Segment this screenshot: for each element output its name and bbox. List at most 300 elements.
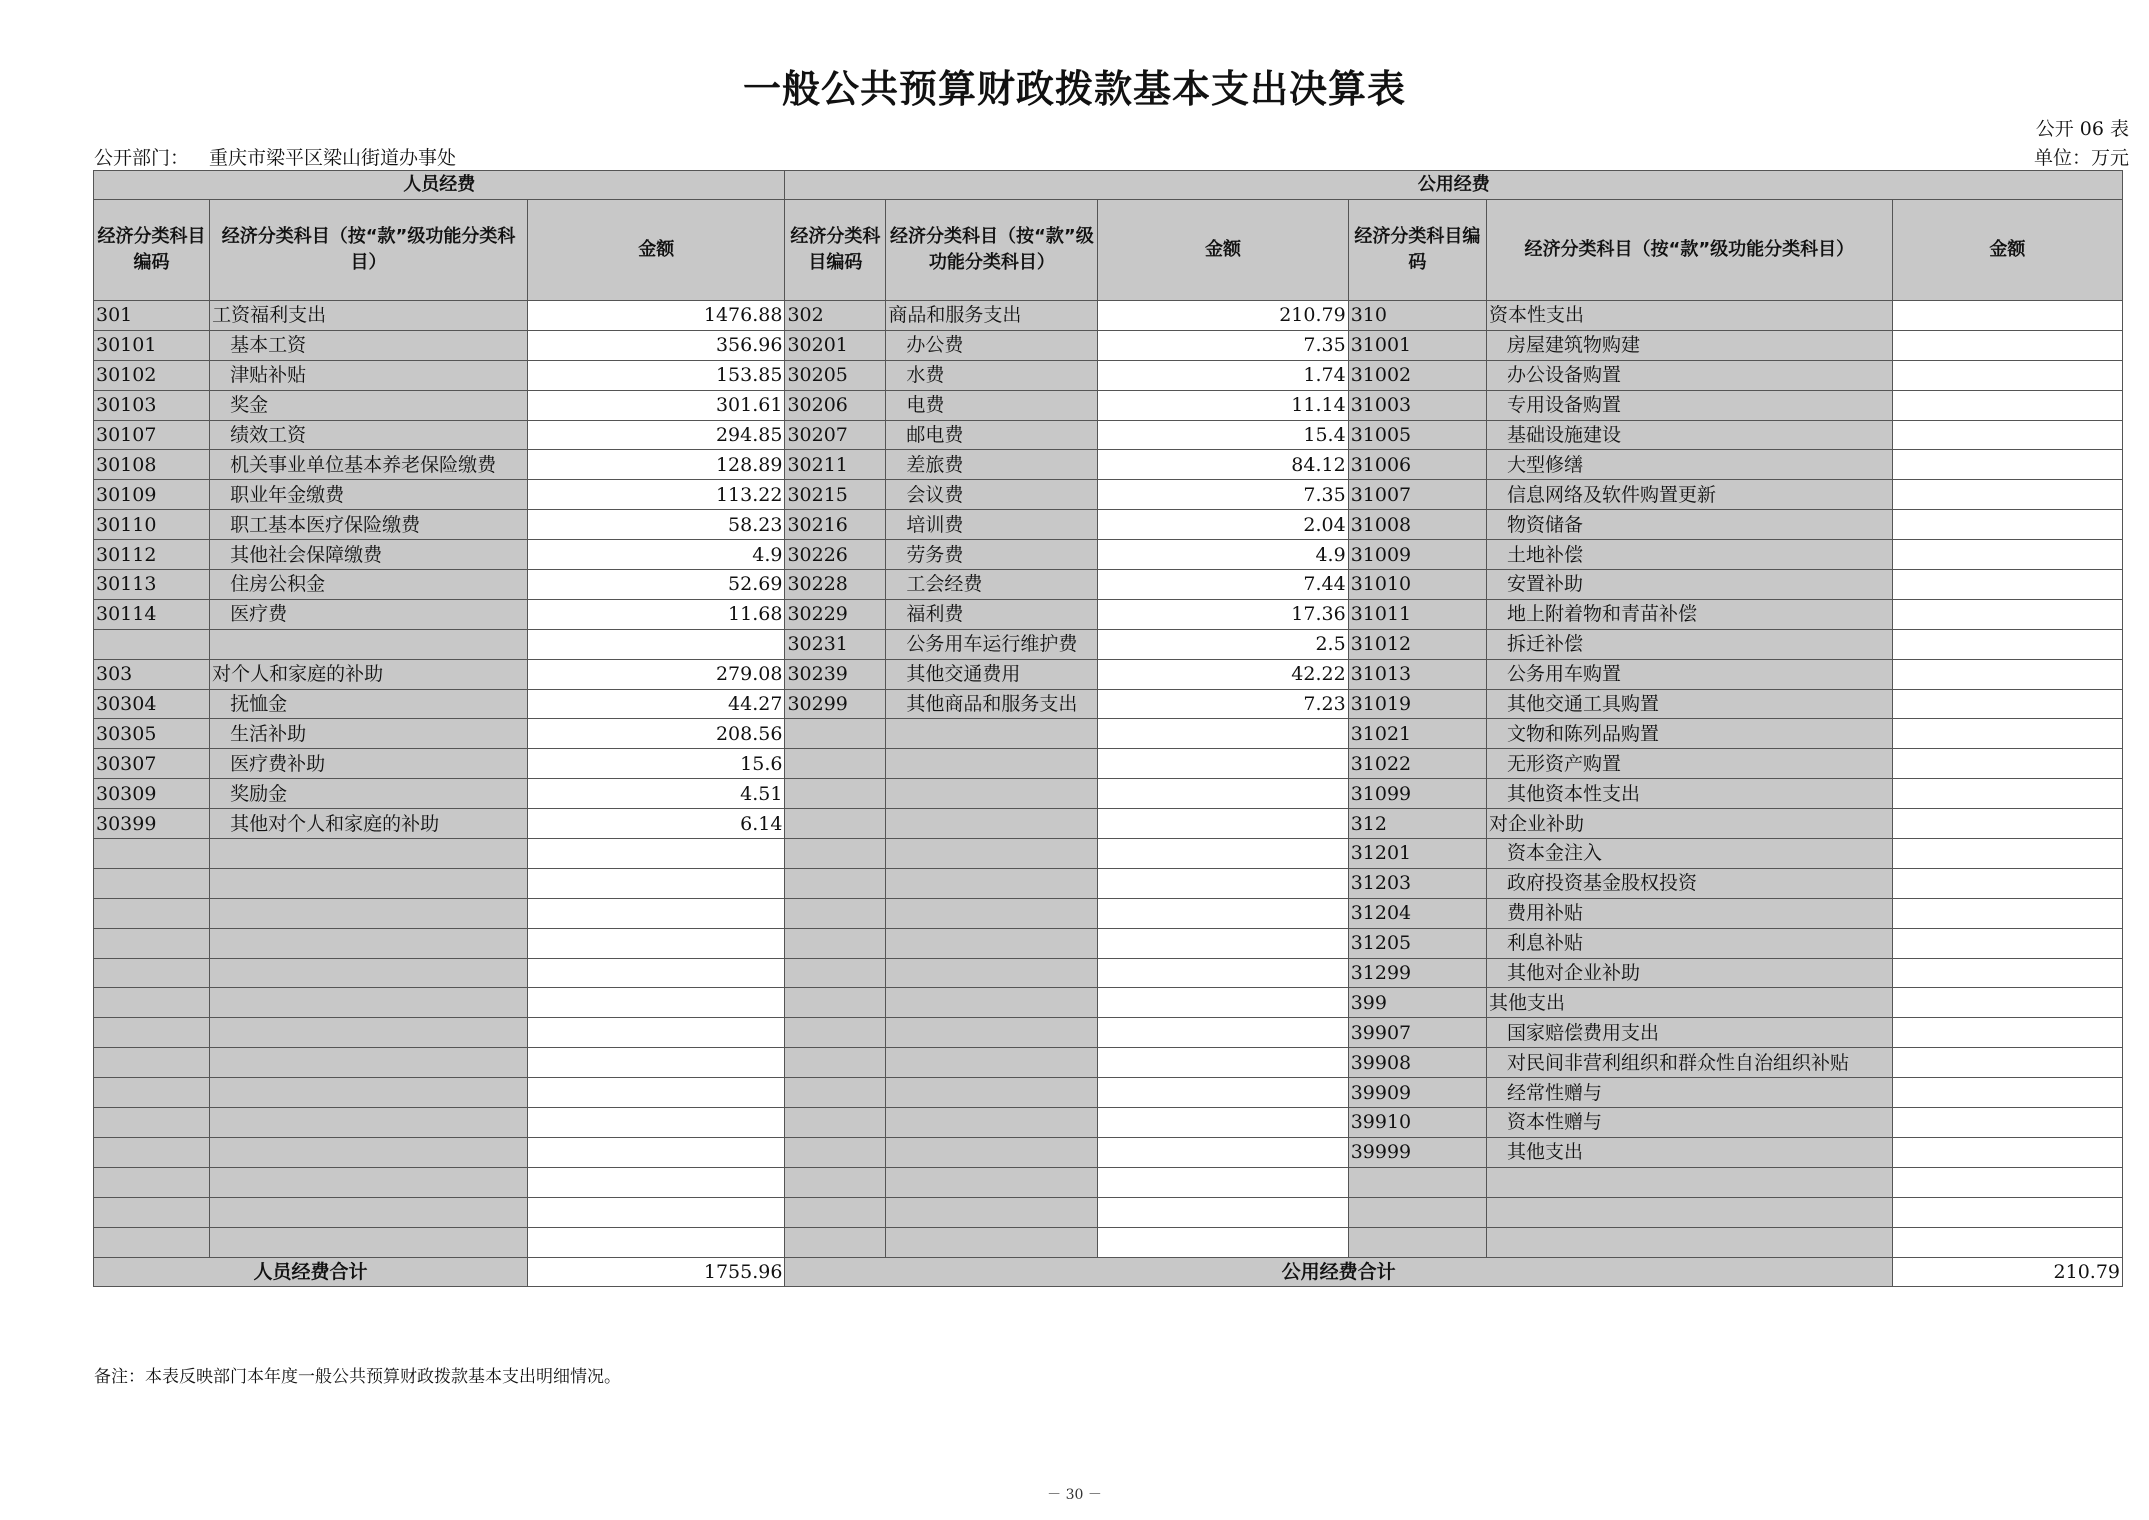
code-goods-cell: 30201 bbox=[785, 330, 886, 360]
amount-goods-cell bbox=[1098, 719, 1348, 749]
code-goods-cell bbox=[785, 988, 886, 1018]
name-public-cell: 其他交通工具购置 bbox=[1486, 689, 1892, 719]
amount-personnel-cell: 58.23 bbox=[528, 510, 785, 540]
name-public-cell: 文物和陈列品购置 bbox=[1486, 719, 1892, 749]
name-public-cell: 无形资产购置 bbox=[1486, 749, 1892, 779]
code-goods-cell bbox=[785, 898, 886, 928]
department-label: 公开部门： bbox=[94, 147, 190, 169]
amount-personnel-cell: 52.69 bbox=[528, 570, 785, 600]
amount-public-cell bbox=[1892, 779, 2122, 809]
code-personnel-cell: 30107 bbox=[94, 420, 210, 450]
code-personnel-cell bbox=[94, 629, 210, 659]
name-public-cell: 对企业补助 bbox=[1486, 809, 1892, 839]
name-personnel-cell: 工资福利支出 bbox=[210, 301, 528, 331]
name-goods-cell bbox=[886, 1018, 1098, 1048]
amount-public-cell bbox=[1892, 599, 2122, 629]
name-public-cell: 专用设备购置 bbox=[1486, 390, 1892, 420]
name-personnel-cell bbox=[210, 629, 528, 659]
code-public-cell: 31201 bbox=[1348, 839, 1486, 869]
amount-personnel-cell bbox=[528, 988, 785, 1018]
code-personnel-cell: 30399 bbox=[94, 809, 210, 839]
code-public-cell: 31204 bbox=[1348, 898, 1486, 928]
code-public-cell: 39909 bbox=[1348, 1078, 1486, 1108]
name-personnel-cell bbox=[210, 1197, 528, 1227]
code-personnel-cell bbox=[94, 839, 210, 869]
name-goods-cell bbox=[886, 1197, 1098, 1227]
name-public-cell bbox=[1486, 1227, 1892, 1257]
code-public-cell: 31007 bbox=[1348, 480, 1486, 510]
table-row bbox=[94, 599, 2123, 629]
amount-personnel-cell: 301.61 bbox=[528, 390, 785, 420]
code-goods-cell: 30206 bbox=[785, 390, 886, 420]
amount-goods-cell: 7.35 bbox=[1098, 330, 1348, 360]
name-personnel-cell: 职业年金缴费 bbox=[210, 480, 528, 510]
name-public-cell: 地上附着物和青苗补偿 bbox=[1486, 599, 1892, 629]
amount-personnel-cell bbox=[528, 928, 785, 958]
table-row bbox=[94, 1108, 2123, 1138]
amount-personnel-cell bbox=[528, 868, 785, 898]
code-personnel-cell bbox=[94, 1197, 210, 1227]
amount-personnel-cell bbox=[528, 1078, 785, 1108]
code-goods-cell bbox=[785, 749, 886, 779]
name-public-cell: 大型修缮 bbox=[1486, 450, 1892, 480]
code-goods-cell bbox=[785, 958, 886, 988]
header-code-3: 经济分类科目编码 bbox=[1348, 200, 1486, 301]
code-public-cell: 31012 bbox=[1348, 629, 1486, 659]
name-personnel-cell bbox=[210, 1137, 528, 1167]
amount-personnel-cell: 279.08 bbox=[528, 659, 785, 689]
amount-personnel-cell: 208.56 bbox=[528, 719, 785, 749]
name-personnel-cell bbox=[210, 1078, 528, 1108]
code-public-cell: 31008 bbox=[1348, 510, 1486, 540]
code-public-cell: 31003 bbox=[1348, 390, 1486, 420]
code-personnel-cell: 30109 bbox=[94, 480, 210, 510]
name-public-cell: 房屋建筑物购建 bbox=[1486, 330, 1892, 360]
amount-goods-cell: 84.12 bbox=[1098, 450, 1348, 480]
amount-public-cell bbox=[1892, 1137, 2122, 1167]
code-public-cell: 31013 bbox=[1348, 659, 1486, 689]
amount-public-cell bbox=[1892, 809, 2122, 839]
table-row bbox=[94, 330, 2123, 360]
amount-goods-cell: 17.36 bbox=[1098, 599, 1348, 629]
name-public-cell: 安置补助 bbox=[1486, 570, 1892, 600]
code-personnel-cell bbox=[94, 1078, 210, 1108]
amount-goods-cell bbox=[1098, 958, 1348, 988]
name-goods-cell bbox=[886, 779, 1098, 809]
name-public-cell: 办公设备购置 bbox=[1486, 360, 1892, 390]
name-public-cell: 费用补贴 bbox=[1486, 898, 1892, 928]
code-public-cell: 39999 bbox=[1348, 1137, 1486, 1167]
name-goods-cell bbox=[886, 958, 1098, 988]
code-goods-cell bbox=[785, 1048, 886, 1078]
table-row bbox=[94, 1197, 2123, 1227]
amount-public-cell bbox=[1892, 510, 2122, 540]
table-row bbox=[94, 689, 2123, 719]
name-goods-cell bbox=[886, 1137, 1098, 1167]
name-public-cell: 资本金注入 bbox=[1486, 839, 1892, 869]
code-public-cell: 31005 bbox=[1348, 420, 1486, 450]
table-row bbox=[94, 1137, 2123, 1167]
name-personnel-cell: 基本工资 bbox=[210, 330, 528, 360]
name-goods-cell bbox=[886, 1167, 1098, 1197]
name-public-cell: 其他支出 bbox=[1486, 1137, 1892, 1167]
amount-personnel-cell: 4.9 bbox=[528, 540, 785, 570]
table-row bbox=[94, 868, 2123, 898]
name-goods-cell: 劳务费 bbox=[886, 540, 1098, 570]
header-name-3: 经济分类科目（按“款”级功能分类科目） bbox=[1486, 200, 1892, 301]
amount-public-cell bbox=[1892, 570, 2122, 600]
amount-goods-cell: 7.35 bbox=[1098, 480, 1348, 510]
name-goods-cell bbox=[886, 928, 1098, 958]
name-personnel-cell: 绩效工资 bbox=[210, 420, 528, 450]
table-row bbox=[94, 480, 2123, 510]
table-row bbox=[94, 749, 2123, 779]
amount-public-cell bbox=[1892, 1048, 2122, 1078]
name-personnel-cell: 津贴补贴 bbox=[210, 360, 528, 390]
name-public-cell bbox=[1486, 1197, 1892, 1227]
code-personnel-cell bbox=[94, 1018, 210, 1048]
amount-public-cell bbox=[1892, 1197, 2122, 1227]
name-public-cell: 公务用车购置 bbox=[1486, 659, 1892, 689]
personnel-total-label: 人员经费合计 bbox=[94, 1257, 528, 1287]
amount-goods-cell bbox=[1098, 988, 1348, 1018]
name-goods-cell: 商品和服务支出 bbox=[886, 301, 1098, 331]
amount-public-cell bbox=[1892, 1018, 2122, 1048]
amount-goods-cell bbox=[1098, 749, 1348, 779]
table-row bbox=[94, 301, 2123, 331]
form-number: 公开 06 表 bbox=[2035, 118, 2129, 140]
code-public-cell: 31002 bbox=[1348, 360, 1486, 390]
header-name-1: 经济分类科目（按“款”级功能分类科目） bbox=[210, 200, 528, 301]
code-personnel-cell bbox=[94, 928, 210, 958]
name-personnel-cell: 对个人和家庭的补助 bbox=[210, 659, 528, 689]
amount-goods-cell: 2.5 bbox=[1098, 629, 1348, 659]
code-goods-cell: 30229 bbox=[785, 599, 886, 629]
department-name: 重庆市梁平区梁山街道办事处 bbox=[209, 147, 457, 169]
header-public: 公用经费 bbox=[785, 171, 2123, 200]
name-public-cell: 土地补偿 bbox=[1486, 540, 1892, 570]
code-personnel-cell bbox=[94, 1167, 210, 1197]
header-code-2: 经济分类科目编码 bbox=[785, 200, 886, 301]
amount-public-cell bbox=[1892, 689, 2122, 719]
amount-goods-cell: 11.14 bbox=[1098, 390, 1348, 420]
name-personnel-cell: 生活补助 bbox=[210, 719, 528, 749]
name-goods-cell: 工会经费 bbox=[886, 570, 1098, 600]
name-personnel-cell bbox=[210, 839, 528, 869]
amount-goods-cell bbox=[1098, 868, 1348, 898]
amount-public-cell bbox=[1892, 958, 2122, 988]
amount-public-cell bbox=[1892, 1227, 2122, 1257]
unit-label: 单位：万元 bbox=[2033, 147, 2129, 169]
name-goods-cell bbox=[886, 809, 1098, 839]
table-row bbox=[94, 898, 2123, 928]
name-goods-cell bbox=[886, 1227, 1098, 1257]
name-personnel-cell bbox=[210, 1108, 528, 1138]
code-goods-cell: 30207 bbox=[785, 420, 886, 450]
name-public-cell: 其他资本性支出 bbox=[1486, 779, 1892, 809]
code-goods-cell bbox=[785, 868, 886, 898]
code-goods-cell: 30216 bbox=[785, 510, 886, 540]
table-body bbox=[94, 171, 2123, 1287]
amount-personnel-cell: 294.85 bbox=[528, 420, 785, 450]
table-row bbox=[94, 1078, 2123, 1108]
code-personnel-cell: 30112 bbox=[94, 540, 210, 570]
header-personnel: 人员经费 bbox=[94, 171, 785, 200]
footnote: 备注：本表反映部门本年度一般公共预算财政拨款基本支出明细情况。 bbox=[94, 1367, 621, 1387]
code-personnel-cell bbox=[94, 1137, 210, 1167]
amount-public-cell bbox=[1892, 420, 2122, 450]
code-goods-cell bbox=[785, 1167, 886, 1197]
amount-personnel-cell: 15.6 bbox=[528, 749, 785, 779]
table-row bbox=[94, 1227, 2123, 1257]
code-goods-cell bbox=[785, 1227, 886, 1257]
name-goods-cell: 其他商品和服务支出 bbox=[886, 689, 1098, 719]
amount-personnel-cell bbox=[528, 1048, 785, 1078]
table-row bbox=[94, 659, 2123, 689]
amount-public-cell bbox=[1892, 988, 2122, 1018]
table-row bbox=[94, 629, 2123, 659]
code-personnel-cell: 30110 bbox=[94, 510, 210, 540]
code-goods-cell bbox=[785, 1197, 886, 1227]
name-public-cell: 基础设施建设 bbox=[1486, 420, 1892, 450]
name-personnel-cell: 奖金 bbox=[210, 390, 528, 420]
code-public-cell: 31021 bbox=[1348, 719, 1486, 749]
amount-personnel-cell: 128.89 bbox=[528, 450, 785, 480]
public-total-value: 210.79 bbox=[1892, 1257, 2122, 1287]
amount-public-cell bbox=[1892, 629, 2122, 659]
amount-public-cell bbox=[1892, 390, 2122, 420]
table-row bbox=[94, 719, 2123, 749]
name-personnel-cell: 机关事业单位基本养老保险缴费 bbox=[210, 450, 528, 480]
amount-public-cell bbox=[1892, 540, 2122, 570]
amount-public-cell bbox=[1892, 480, 2122, 510]
amount-personnel-cell bbox=[528, 1227, 785, 1257]
name-personnel-cell bbox=[210, 898, 528, 928]
header-column-row bbox=[94, 200, 2123, 301]
name-public-cell bbox=[1486, 1167, 1892, 1197]
amount-public-cell bbox=[1892, 330, 2122, 360]
amount-personnel-cell bbox=[528, 629, 785, 659]
code-public-cell bbox=[1348, 1227, 1486, 1257]
code-personnel-cell: 30114 bbox=[94, 599, 210, 629]
code-goods-cell: 30228 bbox=[785, 570, 886, 600]
name-personnel-cell bbox=[210, 1018, 528, 1048]
amount-personnel-cell bbox=[528, 1018, 785, 1048]
code-personnel-cell: 30309 bbox=[94, 779, 210, 809]
table-row bbox=[94, 540, 2123, 570]
code-public-cell: 31022 bbox=[1348, 749, 1486, 779]
amount-goods-cell bbox=[1098, 898, 1348, 928]
code-personnel-cell: 30113 bbox=[94, 570, 210, 600]
amount-public-cell bbox=[1892, 1108, 2122, 1138]
name-public-cell: 拆迁补偿 bbox=[1486, 629, 1892, 659]
code-personnel-cell: 30307 bbox=[94, 749, 210, 779]
code-goods-cell bbox=[785, 1108, 886, 1138]
amount-personnel-cell: 1476.88 bbox=[528, 301, 785, 331]
code-goods-cell bbox=[785, 1137, 886, 1167]
page-number: － 30 － bbox=[1047, 1487, 1102, 1503]
name-personnel-cell bbox=[210, 928, 528, 958]
code-personnel-cell bbox=[94, 1048, 210, 1078]
name-public-cell: 经常性赠与 bbox=[1486, 1078, 1892, 1108]
amount-public-cell bbox=[1892, 1167, 2122, 1197]
amount-goods-cell bbox=[1098, 779, 1348, 809]
code-personnel-cell bbox=[94, 988, 210, 1018]
amount-personnel-cell bbox=[528, 1108, 785, 1138]
table-row bbox=[94, 1048, 2123, 1078]
name-goods-cell: 差旅费 bbox=[886, 450, 1098, 480]
name-public-cell: 政府投资基金股权投资 bbox=[1486, 868, 1892, 898]
table-row bbox=[94, 420, 2123, 450]
code-personnel-cell: 301 bbox=[94, 301, 210, 331]
amount-goods-cell bbox=[1098, 1197, 1348, 1227]
code-goods-cell bbox=[785, 839, 886, 869]
amount-personnel-cell: 11.68 bbox=[528, 599, 785, 629]
amount-goods-cell bbox=[1098, 839, 1348, 869]
table-row bbox=[94, 928, 2123, 958]
name-goods-cell bbox=[886, 1048, 1098, 1078]
totals-row bbox=[94, 1257, 2123, 1287]
name-goods-cell bbox=[886, 1078, 1098, 1108]
code-public-cell: 31010 bbox=[1348, 570, 1486, 600]
code-personnel-cell bbox=[94, 958, 210, 988]
amount-public-cell bbox=[1892, 360, 2122, 390]
table-row bbox=[94, 839, 2123, 869]
amount-goods-cell bbox=[1098, 1078, 1348, 1108]
name-goods-cell: 福利费 bbox=[886, 599, 1098, 629]
code-public-cell: 31019 bbox=[1348, 689, 1486, 719]
name-personnel-cell: 抚恤金 bbox=[210, 689, 528, 719]
personnel-total-value: 1755.96 bbox=[528, 1257, 785, 1287]
code-personnel-cell: 30108 bbox=[94, 450, 210, 480]
code-public-cell: 39908 bbox=[1348, 1048, 1486, 1078]
code-goods-cell bbox=[785, 809, 886, 839]
code-personnel-cell bbox=[94, 1108, 210, 1138]
name-goods-cell: 培训费 bbox=[886, 510, 1098, 540]
name-public-cell: 对民间非营利组织和群众性自治组织补贴 bbox=[1486, 1048, 1892, 1078]
amount-personnel-cell bbox=[528, 898, 785, 928]
table-row bbox=[94, 809, 2123, 839]
code-public-cell: 31203 bbox=[1348, 868, 1486, 898]
name-public-cell: 信息网络及软件购置更新 bbox=[1486, 480, 1892, 510]
name-public-cell: 物资储备 bbox=[1486, 510, 1892, 540]
amount-personnel-cell bbox=[528, 1137, 785, 1167]
code-goods-cell bbox=[785, 1078, 886, 1108]
name-personnel-cell bbox=[210, 988, 528, 1018]
amount-goods-cell bbox=[1098, 1048, 1348, 1078]
department-line bbox=[94, 143, 456, 170]
amount-goods-cell: 7.23 bbox=[1098, 689, 1348, 719]
code-public-cell: 31205 bbox=[1348, 928, 1486, 958]
name-personnel-cell bbox=[210, 1048, 528, 1078]
header-amount-3: 金额 bbox=[1892, 200, 2122, 301]
expenditure-table bbox=[93, 170, 2123, 1287]
amount-personnel-cell bbox=[528, 1197, 785, 1227]
table-row bbox=[94, 1018, 2123, 1048]
name-public-cell: 利息补贴 bbox=[1486, 928, 1892, 958]
name-personnel-cell: 其他对个人和家庭的补助 bbox=[210, 809, 528, 839]
table-row bbox=[94, 390, 2123, 420]
code-public-cell: 31299 bbox=[1348, 958, 1486, 988]
code-personnel-cell: 30304 bbox=[94, 689, 210, 719]
name-goods-cell bbox=[886, 1108, 1098, 1138]
amount-personnel-cell: 153.85 bbox=[528, 360, 785, 390]
table-row bbox=[94, 1167, 2123, 1197]
header-group-row bbox=[94, 171, 2123, 200]
amount-public-cell bbox=[1892, 450, 2122, 480]
header-code-1: 经济分类科目编码 bbox=[94, 200, 210, 301]
name-personnel-cell bbox=[210, 1227, 528, 1257]
amount-public-cell bbox=[1892, 898, 2122, 928]
code-goods-cell: 30211 bbox=[785, 450, 886, 480]
name-goods-cell bbox=[886, 839, 1098, 869]
amount-personnel-cell bbox=[528, 958, 785, 988]
code-goods-cell: 302 bbox=[785, 301, 886, 331]
table-row bbox=[94, 510, 2123, 540]
name-personnel-cell: 奖励金 bbox=[210, 779, 528, 809]
amount-goods-cell: 42.22 bbox=[1098, 659, 1348, 689]
code-personnel-cell bbox=[94, 1227, 210, 1257]
amount-public-cell bbox=[1892, 749, 2122, 779]
name-personnel-cell: 医疗费 bbox=[210, 599, 528, 629]
name-goods-cell bbox=[886, 719, 1098, 749]
name-public-cell: 其他对企业补助 bbox=[1486, 958, 1892, 988]
amount-goods-cell: 2.04 bbox=[1098, 510, 1348, 540]
name-public-cell: 资本性支出 bbox=[1486, 301, 1892, 331]
amount-public-cell bbox=[1892, 868, 2122, 898]
name-personnel-cell: 职工基本医疗保险缴费 bbox=[210, 510, 528, 540]
amount-public-cell bbox=[1892, 301, 2122, 331]
amount-public-cell bbox=[1892, 659, 2122, 689]
name-personnel-cell: 其他社会保障缴费 bbox=[210, 540, 528, 570]
code-goods-cell: 30215 bbox=[785, 480, 886, 510]
amount-goods-cell bbox=[1098, 1108, 1348, 1138]
code-public-cell: 31011 bbox=[1348, 599, 1486, 629]
name-goods-cell bbox=[886, 749, 1098, 779]
name-public-cell: 资本性赠与 bbox=[1486, 1108, 1892, 1138]
name-goods-cell: 水费 bbox=[886, 360, 1098, 390]
name-goods-cell bbox=[886, 988, 1098, 1018]
code-public-cell: 31001 bbox=[1348, 330, 1486, 360]
page-title: 一般公共预算财政拨款基本支出决算表 bbox=[742, 67, 1406, 111]
code-public-cell: 31006 bbox=[1348, 450, 1486, 480]
amount-personnel-cell: 356.96 bbox=[528, 330, 785, 360]
amount-personnel-cell bbox=[528, 839, 785, 869]
code-goods-cell bbox=[785, 928, 886, 958]
name-goods-cell: 办公费 bbox=[886, 330, 1098, 360]
table-row bbox=[94, 360, 2123, 390]
name-goods-cell bbox=[886, 868, 1098, 898]
code-personnel-cell: 30103 bbox=[94, 390, 210, 420]
name-personnel-cell bbox=[210, 958, 528, 988]
code-public-cell: 312 bbox=[1348, 809, 1486, 839]
name-public-cell: 国家赔偿费用支出 bbox=[1486, 1018, 1892, 1048]
amount-goods-cell bbox=[1098, 1227, 1348, 1257]
name-goods-cell: 其他交通费用 bbox=[886, 659, 1098, 689]
name-personnel-cell bbox=[210, 868, 528, 898]
name-personnel-cell: 住房公积金 bbox=[210, 570, 528, 600]
code-public-cell: 310 bbox=[1348, 301, 1486, 331]
code-goods-cell: 30231 bbox=[785, 629, 886, 659]
name-public-cell: 其他支出 bbox=[1486, 988, 1892, 1018]
public-total-label: 公用经费合计 bbox=[785, 1257, 1892, 1287]
name-goods-cell bbox=[886, 898, 1098, 928]
amount-personnel-cell: 44.27 bbox=[528, 689, 785, 719]
amount-goods-cell bbox=[1098, 1018, 1348, 1048]
amount-goods-cell: 15.4 bbox=[1098, 420, 1348, 450]
name-goods-cell: 邮电费 bbox=[886, 420, 1098, 450]
code-public-cell bbox=[1348, 1167, 1486, 1197]
